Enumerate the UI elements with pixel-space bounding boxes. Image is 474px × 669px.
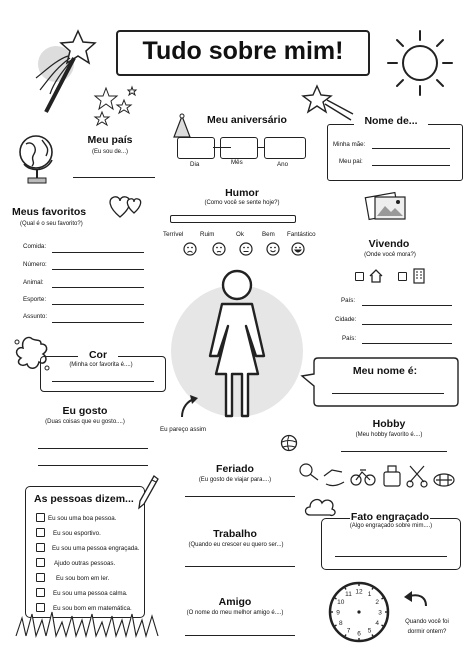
people-checkbox-6[interactable] <box>36 588 45 597</box>
favorites-sub: (Qual é o seu favorito?) <box>20 221 83 227</box>
fact-heading: Fato engraçado <box>350 511 430 523</box>
friend-sub: (O nome do meu melhor amigo é....) <box>186 610 284 616</box>
birthday-heading: Meu aniversário <box>207 114 287 126</box>
clock-tick <box>372 635 373 637</box>
house-icon <box>369 269 383 283</box>
clock-tick <box>345 588 346 590</box>
hobby-heading: Hobby <box>372 418 406 430</box>
fav-label-esporte: Esporte: <box>23 296 47 303</box>
mood-label-ok: Ok <box>236 231 244 238</box>
living-label-cidade: Cidade: <box>335 316 357 323</box>
clock-numeral: 3 <box>378 609 382 617</box>
people-checkbox-4[interactable] <box>36 558 45 567</box>
favorites-heading: Meus favoritos <box>12 206 87 218</box>
hobby-sub: (Meu hobby favorito é....) <box>355 432 423 438</box>
day-label: Dia <box>190 161 200 168</box>
living-heading: Vivendo <box>368 238 410 250</box>
living-line-pais-2[interactable] <box>362 343 452 344</box>
holiday-sub: (Eu gosto de viajar para....) <box>198 477 272 483</box>
name-heading: Meu nome é: <box>352 365 418 377</box>
people-checkbox-3[interactable] <box>36 543 45 552</box>
hearts-icon <box>106 193 146 221</box>
globe-icon <box>16 130 60 186</box>
people-item-4: Ajudo outras pessoas. <box>54 560 116 567</box>
hobby-line[interactable] <box>341 451 447 452</box>
like-sub: (Duas coisas que eu gosto....) <box>45 419 125 425</box>
fav-line-numero[interactable] <box>52 269 144 270</box>
fact-sub: (Algo engraçado sobre mim....) <box>349 523 433 529</box>
fav-line-assunto[interactable] <box>52 322 144 323</box>
house-option-checkbox[interactable] <box>355 272 364 281</box>
names-heading: Nome de... <box>354 115 428 127</box>
country-line[interactable] <box>73 177 155 178</box>
country-heading: Meu país <box>87 134 133 146</box>
like-line-1[interactable] <box>38 448 148 449</box>
like-heading: Eu gosto <box>62 405 108 417</box>
year-box[interactable] <box>264 137 306 159</box>
clock-numeral: 7 <box>346 627 351 635</box>
color-heading: Cor <box>78 349 118 361</box>
mother-label: Minha mãe: <box>333 141 366 148</box>
looks-label: Eu pareço assim <box>160 426 207 433</box>
fav-line-esporte[interactable] <box>52 304 144 305</box>
fact-line[interactable] <box>335 556 447 557</box>
clock-tick <box>382 625 384 626</box>
living-line-cidade[interactable] <box>362 324 452 325</box>
mood-scale-bar[interactable] <box>170 215 296 223</box>
page-title: Tudo sobre mim! <box>142 37 344 65</box>
people-heading: As pessoas dizem... <box>34 493 134 505</box>
name-line[interactable] <box>332 393 444 394</box>
building-icon <box>413 268 425 284</box>
sleep-question: Quando você foi dormir ontem? <box>405 619 449 635</box>
sun-icon <box>385 28 455 98</box>
happy-face-icon[interactable] <box>291 242 305 256</box>
people-checkbox-1[interactable] <box>36 513 45 522</box>
curved-arrow-icon <box>178 393 200 419</box>
people-checkbox-2[interactable] <box>36 528 45 537</box>
month-label: Mês <box>231 159 243 166</box>
unhappy-face-icon[interactable] <box>212 242 226 256</box>
clock-numeral: 5 <box>367 627 372 635</box>
mood-sub: (Como você se sente hoje?) <box>204 200 280 206</box>
day-box[interactable] <box>177 137 215 159</box>
thought-cloud-icon <box>304 495 338 519</box>
hobby-icons <box>298 458 458 494</box>
clock-numeral: 12 <box>355 588 363 596</box>
clock-numeral: 8 <box>338 619 343 627</box>
fav-label-animal: Animal: <box>23 279 44 286</box>
neutral-face-icon[interactable] <box>239 242 253 256</box>
country-sub: (Eu sou de...) <box>91 149 129 155</box>
color-line[interactable] <box>52 381 154 382</box>
shooting-star-icon <box>303 84 353 124</box>
ball-icon <box>280 434 298 452</box>
job-sub: (Quando eu crescer eu quero ser...) <box>188 542 284 548</box>
father-line[interactable] <box>372 165 450 166</box>
smile-face-icon[interactable] <box>266 242 280 256</box>
people-checkbox-7[interactable] <box>36 603 45 612</box>
father-label: Meu pai: <box>339 158 363 165</box>
clock-numeral: 2 <box>375 598 380 606</box>
like-line-2[interactable] <box>38 465 148 466</box>
fav-label-comida: Comida: <box>23 243 47 250</box>
sad-face-icon[interactable] <box>183 242 197 256</box>
photos-icon <box>363 189 411 225</box>
clock-tick <box>382 598 384 599</box>
holiday-heading: Feriado <box>216 463 254 475</box>
names-box <box>327 124 463 181</box>
clock-numeral: 6 <box>357 630 361 638</box>
people-item-7: Eu sou bom em matemática. <box>53 605 132 612</box>
people-box <box>25 486 145 618</box>
clock-tick <box>335 598 337 599</box>
fav-label-assunto: Assunto: <box>23 313 48 320</box>
mood-label-ruim: Ruim <box>200 231 215 238</box>
mood-label-bem: Bem <box>262 231 275 238</box>
clock-numeral: 4 <box>375 619 380 627</box>
mother-line[interactable] <box>372 148 450 149</box>
people-checkbox-5[interactable] <box>36 573 45 582</box>
clock-tick <box>335 625 337 626</box>
speech-bubble <box>300 356 460 408</box>
friend-line[interactable] <box>185 635 295 636</box>
clock-face[interactable] <box>328 581 390 643</box>
clock-numeral: 1 <box>367 591 372 599</box>
living-label-pais-2: País: <box>342 335 357 342</box>
people-item-2: Eu sou esportivo. <box>53 530 101 537</box>
mood-label-terrivel: Terrível <box>163 231 184 238</box>
fav-line-animal[interactable] <box>52 287 144 288</box>
clock-numeral: 11 <box>345 591 352 599</box>
clock-tick <box>345 635 346 637</box>
grass-decoration <box>16 612 158 638</box>
fav-label-numero: Número: <box>23 261 47 268</box>
holiday-line[interactable] <box>185 496 295 497</box>
month-box[interactable] <box>220 137 258 159</box>
color-sub: (Minha cor favorita é....) <box>69 362 133 368</box>
people-item-1: Eu sou uma boa pessoa. <box>48 515 117 522</box>
mood-label-fantastico: Fantástico <box>287 231 316 238</box>
people-item-3: Eu sou uma pessoa engraçada. <box>52 545 140 552</box>
job-heading: Trabalho <box>213 528 257 540</box>
apartment-option-checkbox[interactable] <box>398 272 407 281</box>
friend-heading: Amigo <box>218 596 252 608</box>
living-label-pais: País: <box>341 297 356 304</box>
living-sub: (Onde você mora?) <box>364 252 416 258</box>
job-line[interactable] <box>185 566 295 567</box>
people-item-5: Eu sou bom em ler. <box>56 575 110 582</box>
return-arrow-icon <box>402 590 430 612</box>
clock-tick <box>372 588 373 590</box>
clock-numeral: 10 <box>337 598 345 606</box>
people-item-6: Eu sou uma pessoa calma. <box>53 590 128 597</box>
stars-icon <box>92 86 140 126</box>
year-label: Ano <box>277 161 289 168</box>
living-line-pais[interactable] <box>362 305 452 306</box>
clock-numeral: 9 <box>336 609 340 617</box>
fav-line-comida[interactable] <box>52 252 144 253</box>
mood-heading: Humor <box>225 187 259 199</box>
pencil-icon <box>136 474 160 510</box>
